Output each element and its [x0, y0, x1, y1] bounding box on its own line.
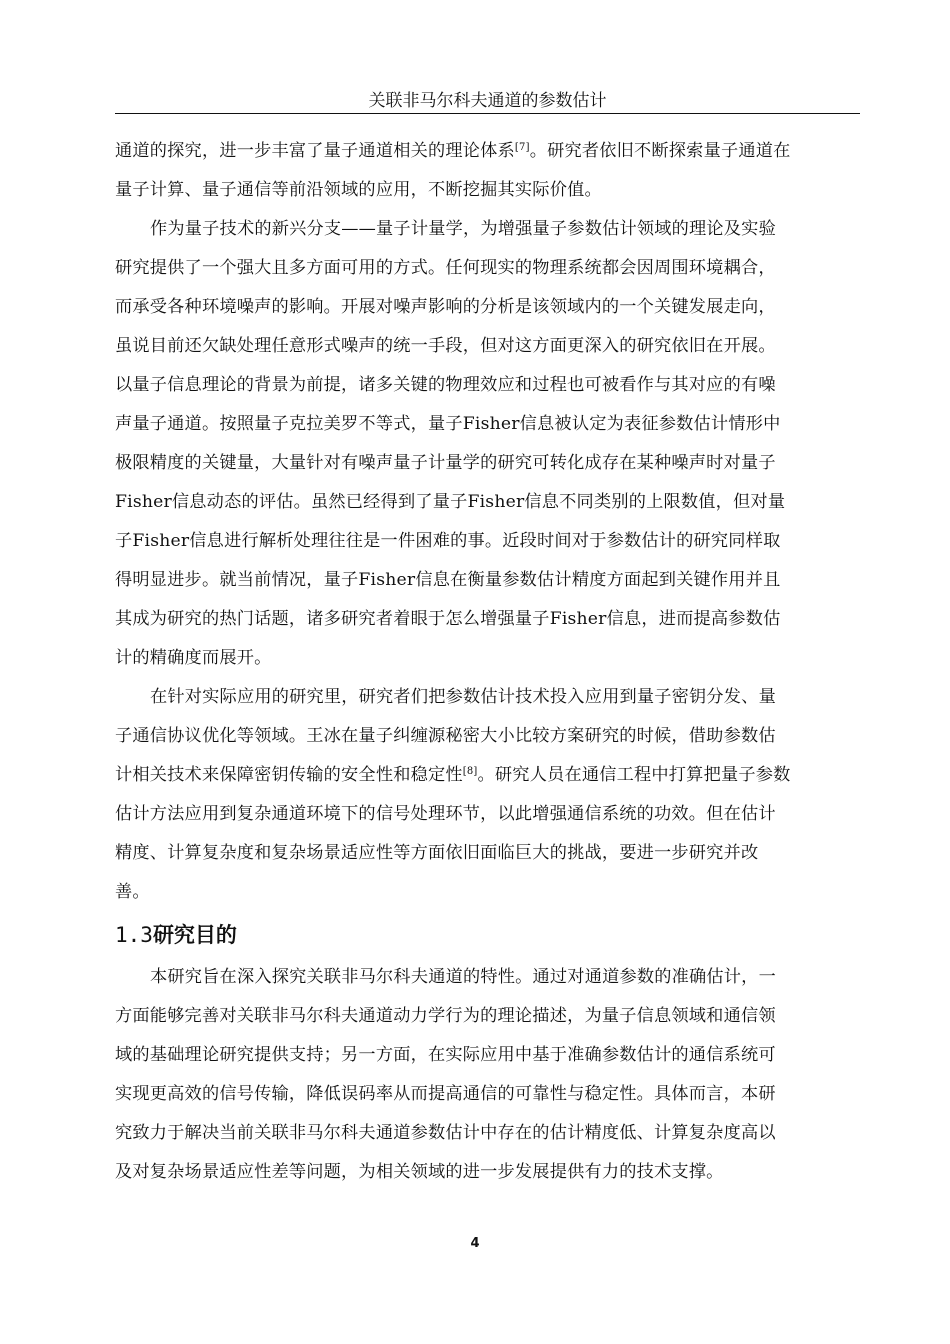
section-number: 1.3 [115, 923, 153, 947]
section-heading [115, 912, 860, 958]
text-line: 研究提供了一个强大且多方面可用的方式。任何现实的物理系统都会因周围环境耦合， [115, 258, 776, 278]
text-line: 善。 [115, 882, 150, 902]
text-line: 计的精确度而展开。 [115, 648, 272, 668]
header-rule [115, 113, 860, 114]
text-line: 极限精度的关键量，大量针对有噪声量子计量学的研究可转化成存在某种噪声时对量子 [115, 453, 776, 473]
text-line: 得明显进步。就当前情况，量子Fisher信息在衡量参数估计精度方面起到关键作用并且 [115, 570, 781, 590]
body-text [115, 132, 860, 1192]
text-span: 。研究者依旧不断探索量子通道在 [529, 141, 791, 161]
text-line: 精度、计算复杂度和复杂场景适应性等方面依旧面临巨大的挑战，要进一步研究并改 [115, 843, 759, 863]
text-line: 量子计算、量子通信等前沿领域的应用，不断挖掘其实际价值。 [115, 180, 602, 200]
text-span: 计相关技术来保障密钥传输的安全性和稳定性 [115, 765, 463, 785]
text-line: 作为量子技术的新兴分支——量子计量学，为增强量子参数估计领域的理论及实验 [150, 219, 776, 239]
text-span: 通道的探究，进一步丰富了量子通道相关的理论体系 [115, 141, 515, 161]
text-line [115, 756, 860, 795]
text-line: 本研究旨在深入探究关联非马尔科夫通道的特性。通过对通道参数的准确估计，一 [150, 967, 776, 987]
text-line: 方面能够完善对关联非马尔科夫通道动力学行为的理论描述，为量子信息领域和通信领 [115, 1006, 776, 1026]
running-header: 关联非马尔科夫通道的参数估计 [368, 91, 607, 111]
citation-marker: [7] [514, 142, 530, 153]
text-line: Fisher信息动态的评估。虽然已经得到了量子Fisher信息不同类别的上限数值，但对量 [115, 492, 786, 512]
text-line: 域的基础理论研究提供支持；另一方面，在实际应用中基于准确参数估计的通信系统可 [115, 1045, 776, 1065]
paragraph [115, 210, 860, 678]
paragraph [115, 958, 860, 1192]
text-line: 及对复杂场景适应性差等问题，为相关领域的进一步发展提供有力的技术支撑。 [115, 1162, 724, 1182]
text-line: 究致力于解决当前关联非马尔科夫通道参数估计中存在的估计精度低、计算复杂度高以 [115, 1123, 776, 1143]
paragraph [115, 132, 860, 210]
text-line: 以量子信息理论的背景为前提，诸多关键的物理效应和过程也可被看作与其对应的有噪 [115, 375, 776, 395]
text-line: 而承受各种环境噪声的影响。开展对噪声影响的分析是该领域内的一个关键发展走向， [115, 297, 776, 317]
text-line: 其成为研究的热门话题，诸多研究者着眼于怎么增强量子Fisher信息，进而提高参数估 [115, 609, 781, 629]
text-line: 声量子通道。按照量子克拉美罗不等式，量子Fisher信息被认定为表征参数估计情形中 [115, 414, 781, 434]
section-title: 研究目的 [152, 923, 237, 947]
text-span: 。研究人员在通信工程中打算把量子参数 [477, 765, 791, 785]
citation-marker: [8] [462, 766, 478, 777]
text-line: 估计方法应用到复杂通道环境下的信号处理环节，以此增强通信系统的功效。但在估计 [115, 804, 776, 824]
text-line: 子Fisher信息进行解析处理往往是一件困难的事。近段时间对于参数估计的研究同样取 [115, 531, 781, 551]
paragraph-group [115, 132, 860, 912]
text-line: 实现更高效的信号传输，降低误码率从而提高通信的可靠性与稳定性。具体而言，本研 [115, 1084, 776, 1104]
page-number: 4 [470, 1236, 480, 1251]
text-line: 在针对实际应用的研究里，研究者们把参数估计技术投入应用到量子密钥分发、量 [150, 687, 776, 707]
text-line: 虽说目前还欠缺处理任意形式噪声的统一手段，但对这方面更深入的研究依旧在开展。 [115, 336, 776, 356]
paragraph [115, 678, 860, 912]
text-line: 子通信协议优化等领域。王冰在量子纠缠源秘密大小比较方案研究的时候，借助参数估 [115, 726, 776, 746]
text-line [115, 132, 860, 171]
